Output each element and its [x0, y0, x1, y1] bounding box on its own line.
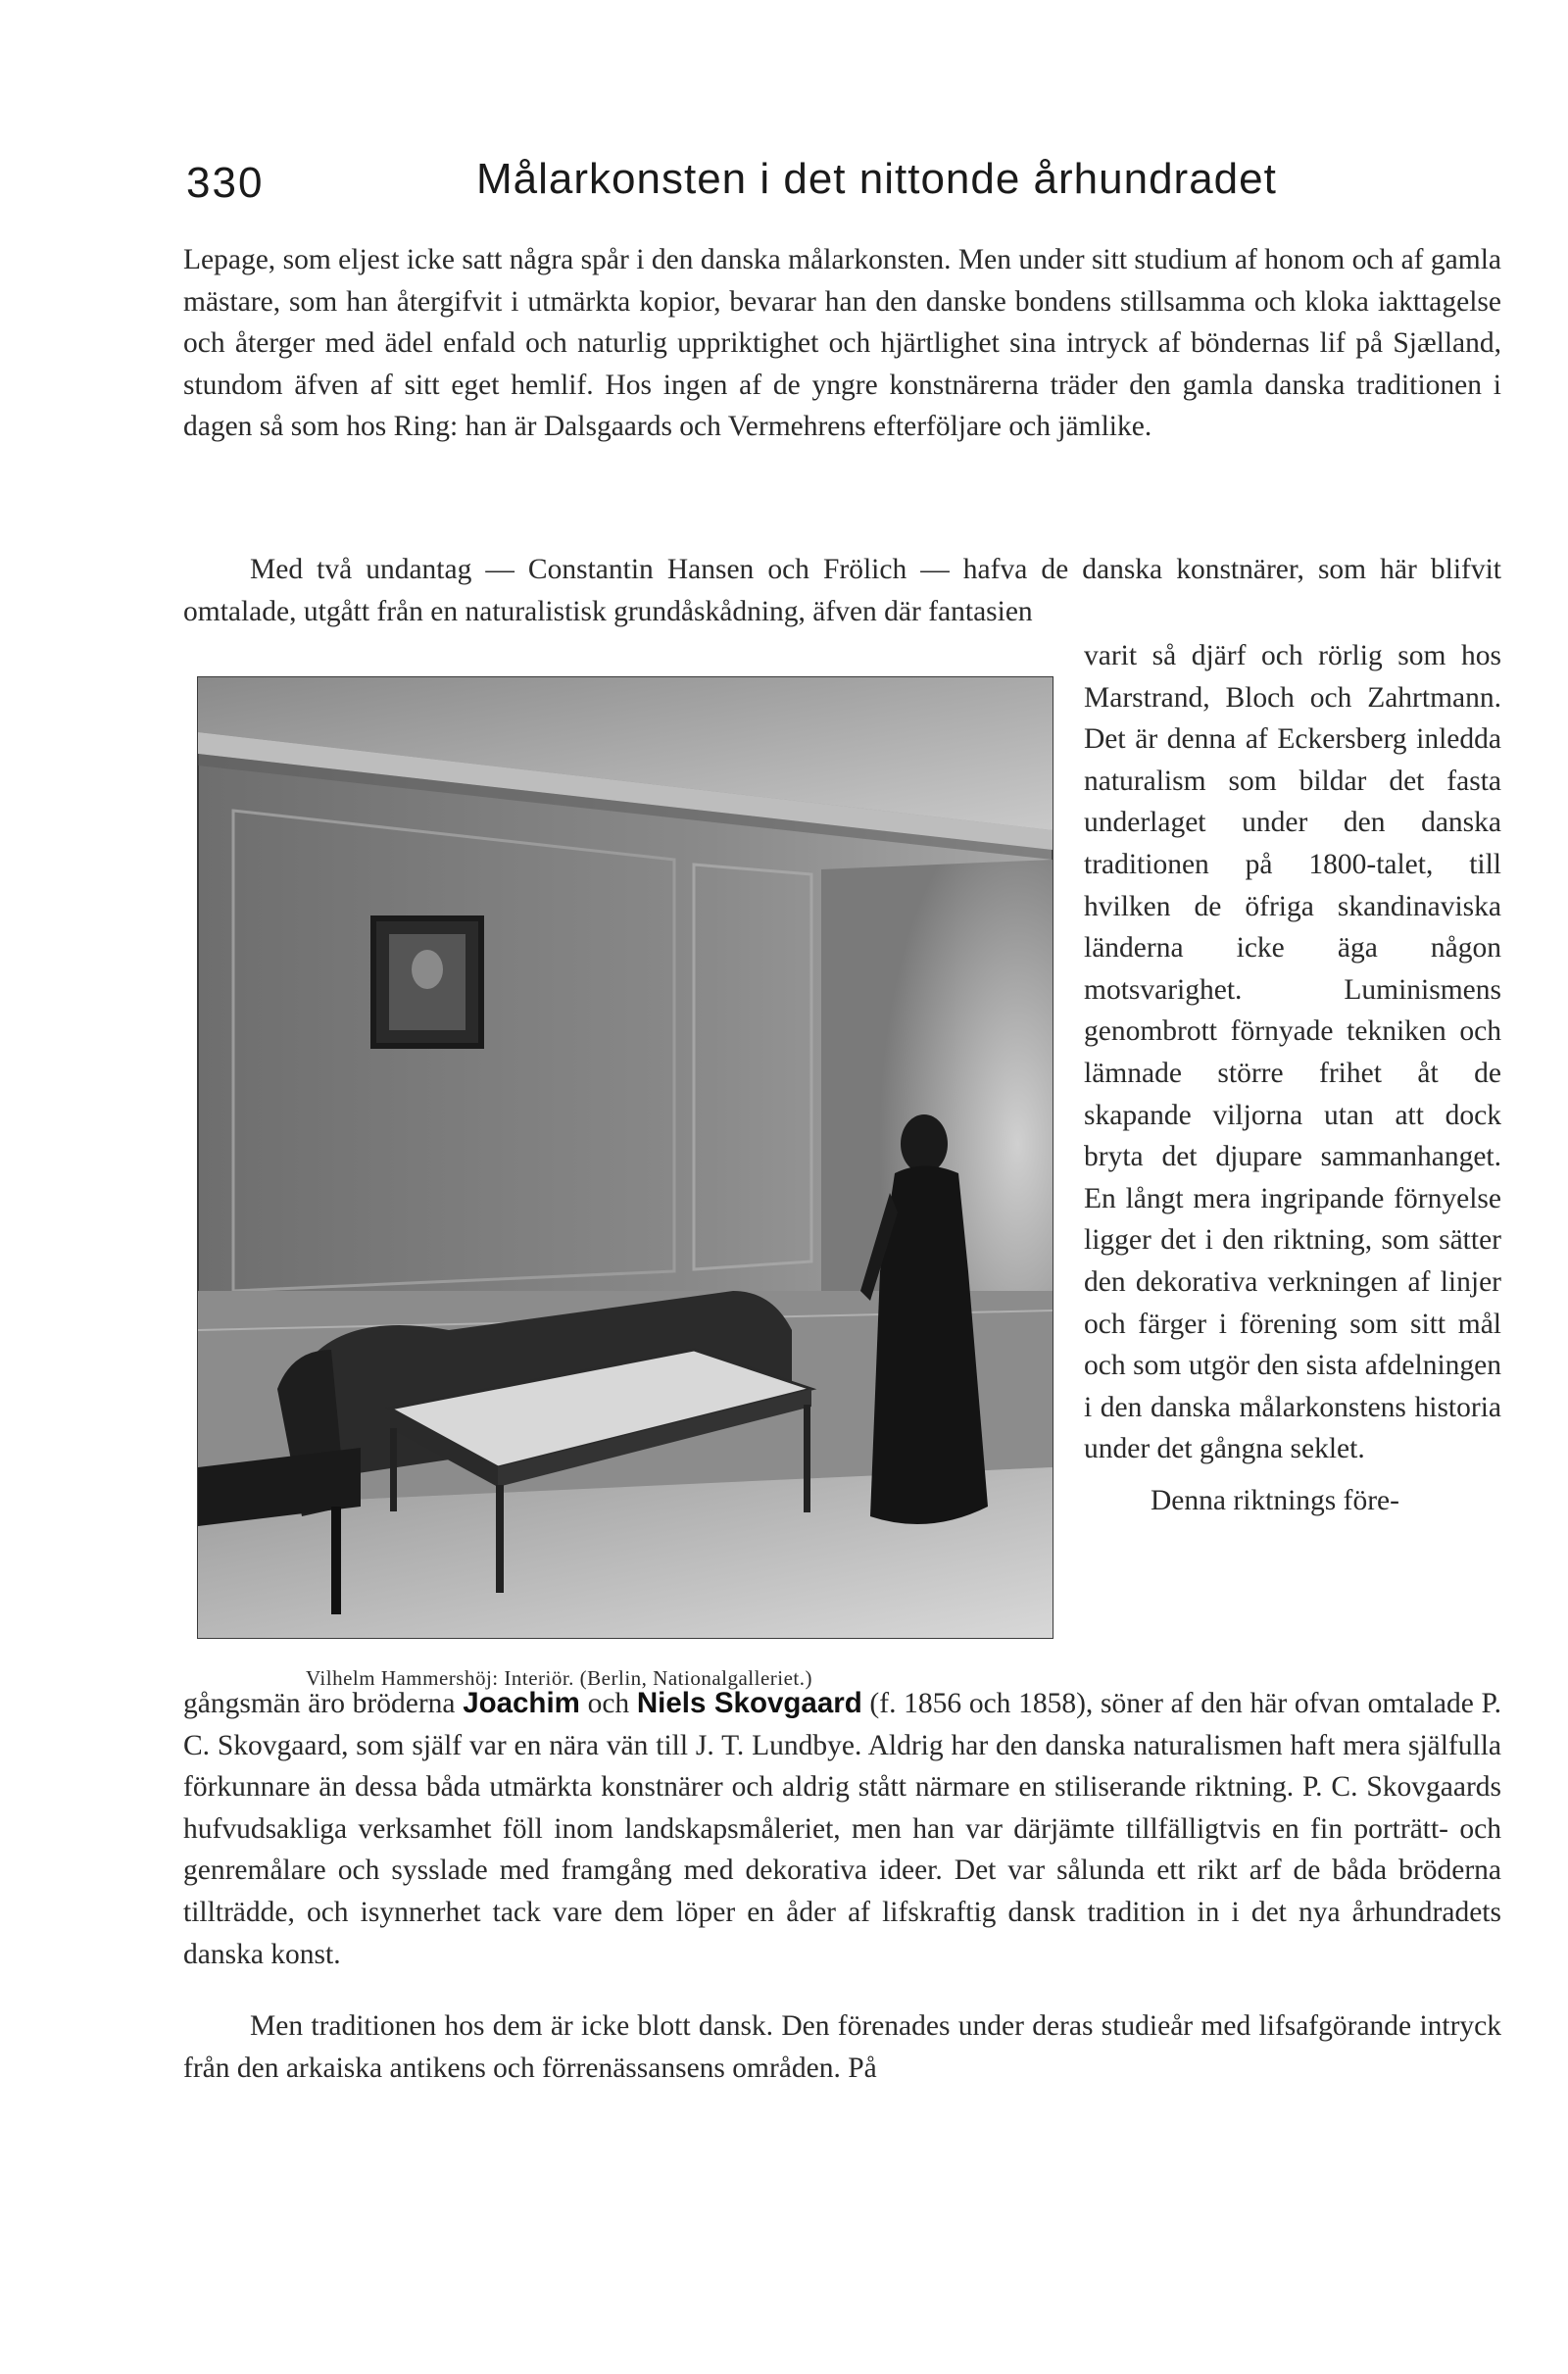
- paragraph-1: Lepage, som eljest icke satt några spår i den danska målarkonsten. Men under sitt studium af honom och af gamla mästare, som han återgifvit i utmärkta kopior, bevarar han den danske bondens stillsamma och kloka iakttagelse och återger med ädel enfald och naturlig uppriktighet och hjärtlighet sina intryck af böndernas lif på Sjælland, stundom äfven af sitt eget hemlif. Hos ingen af de yngre konstnärerna träder den gamla danska traditionen i dagen så som hos Ring: han är Dalsgaards och Vermehrens efterföljare och jämlike.: [183, 244, 1501, 443]
- name-niels-skovgaard: Niels Skovgaard: [636, 1687, 862, 1719]
- interior-painting-image: [184, 664, 1066, 1652]
- running-title: Målarkonsten i det nittonde århundradet: [476, 155, 1277, 203]
- paragraph-2: Med två undantag — Constantin Hansen och Frölich — hafva de danska konstnärer, som här blifvit omtalade, utgått från en naturalistisk grundåskådning, äfven där fantasien: [183, 554, 1501, 627]
- paragraph-3-och: och: [579, 1688, 637, 1719]
- figure-caption: Vilhelm Hammershöj: Interiör. (Berlin, Nationalgalleriet.): [306, 1666, 813, 1690]
- name-joachim: Joachim: [463, 1687, 580, 1719]
- paragraph-3-rest: (f. 1856 och 1858), söner af den här ofvan omtalade P. C. Skovgaard, som själf var en nära vän till J. T. Lundbye. Aldrig har den danska naturalismen haft mera själfulla förkunnare än dessa båda utmärkta konstnärer och aldrig stått närmare en stiliserande riktning. P. C. Skovgaards hufvudsakliga verksamhet föll inom landskapsmåleriet, men han var därjämte tillfälligtvis en fin porträtt- och genremålare och sysslade med framgång med dekorativa ideer. Det var sålunda ett rikt arf de båda bröderna tillträdde, och isynnerhet tack vare dem löper en åder af lifskraftig dansk tradition in i det nya århundradets danska konst.: [183, 1688, 1502, 1970]
- painting-illustration: [184, 664, 1066, 1652]
- wrapped-text: varit så djärf och rörlig som hos Marstrand, Bloch och Zahrtmann. Det är denna af Eckersberg inledda naturalism som bildar det fasta underlaget under den danska traditionen på 1800-talet, till hvilken de öfriga skandinaviska länderna icke äga någon motsvarighet. Luminismens genombrott förnyade tekniken och lämnade större frihet åt de skapande viljorna utan att dock bryta det djupare sammanhanget. En långt mera ingripande förnyelse ligger det i den riktning, som sätter den dekorativa verkningen af linjer och färger i förening som sitt mål och som utgör den sista afdelningen i den danska målarkonstens historia under det gångna seklet.: [1084, 640, 1501, 1465]
- page-header: [186, 149, 1401, 218]
- paragraph-3-start: gångsmän äro bröderna: [183, 1688, 464, 1719]
- wrapped-text-column: [1084, 635, 1501, 1521]
- wrapped-text-tail: Denna riktnings före-: [1151, 1484, 1399, 1516]
- page-number: 330: [186, 159, 265, 207]
- paragraph-4: Men traditionen hos dem är icke blott dansk. Den förenades under deras studieår med lifsafgörande intryck från den arkaiska antikens och förrenässansens områden. På: [183, 2010, 1501, 2084]
- paragraph-3: [183, 1683, 1501, 1975]
